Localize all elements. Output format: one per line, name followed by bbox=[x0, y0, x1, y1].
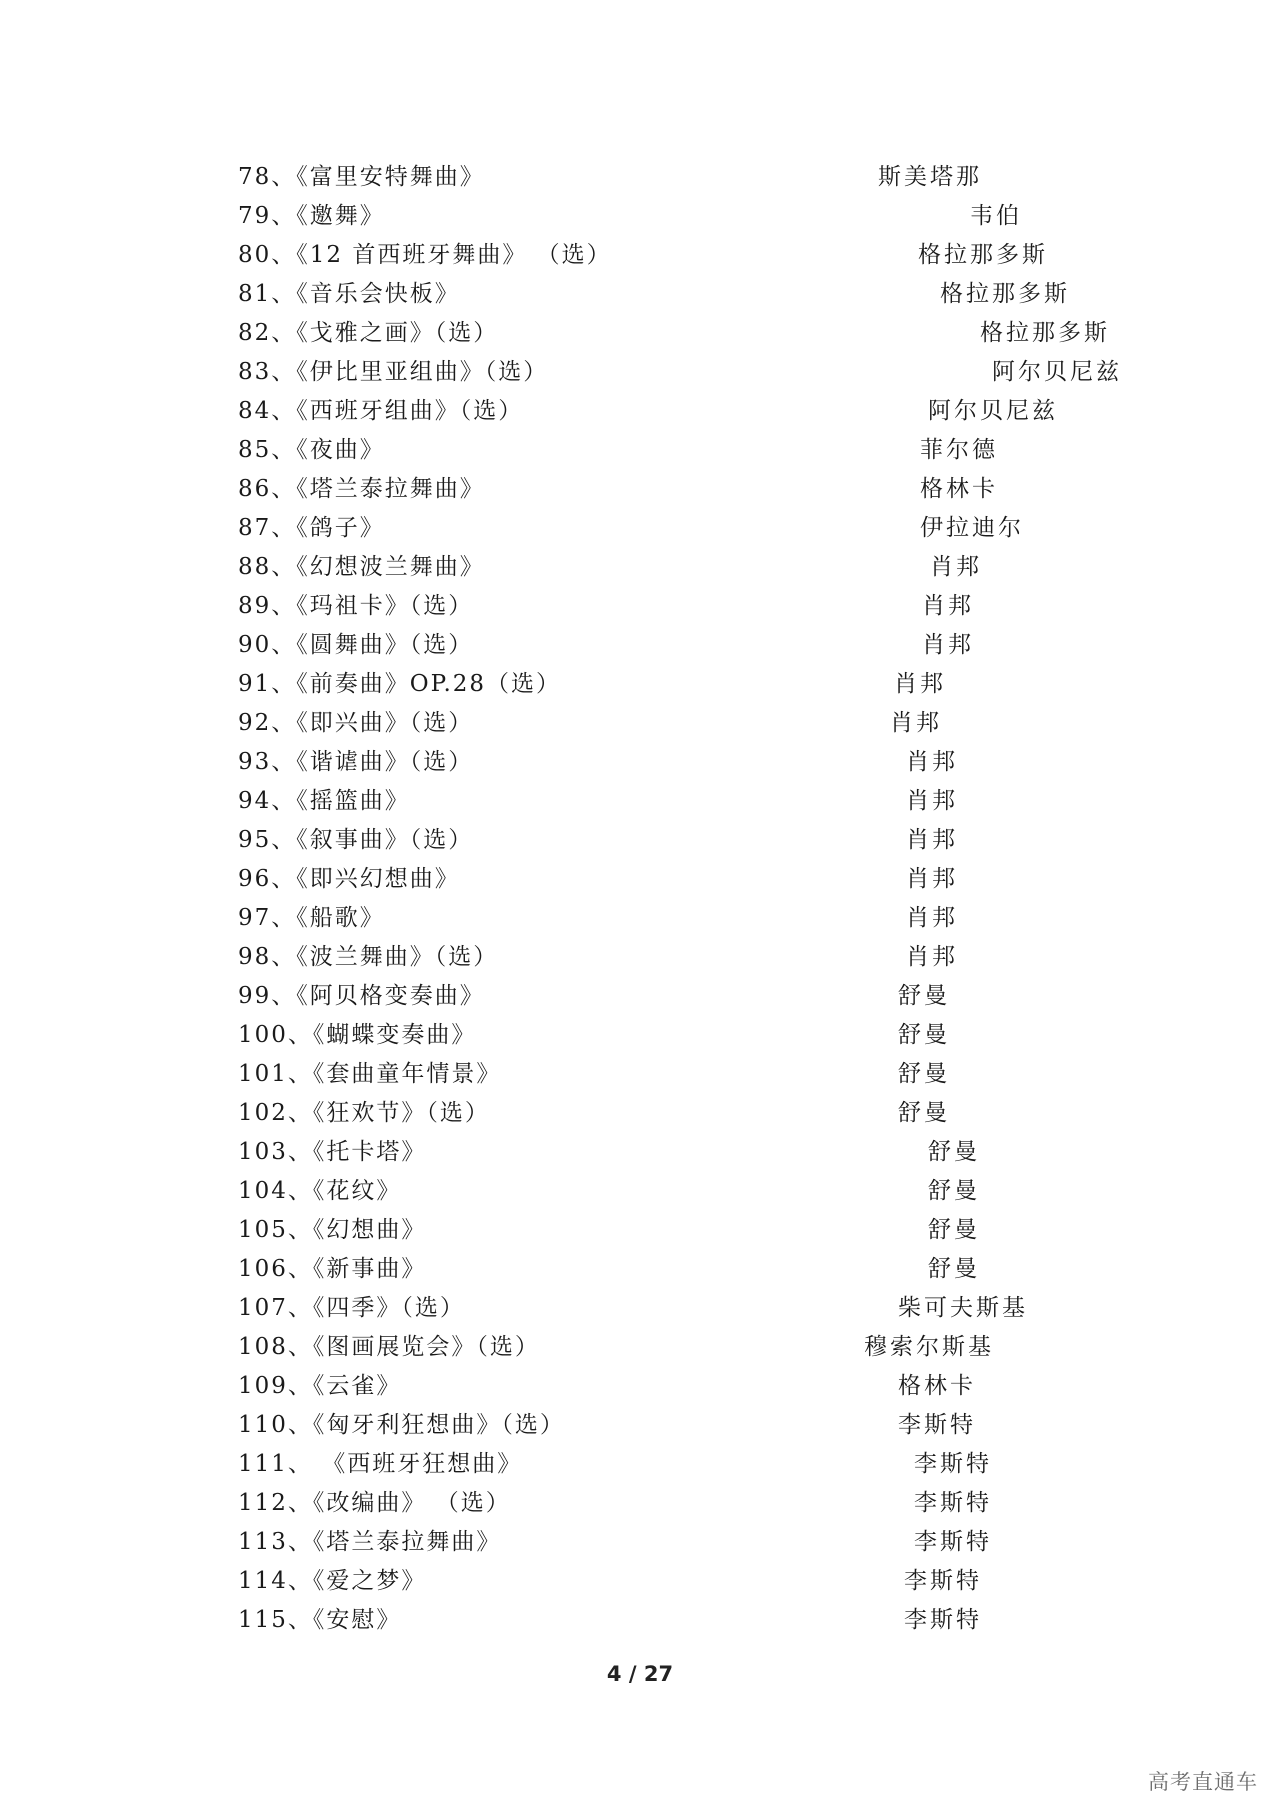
piece-title: 83、《伊比里亚组曲》（选） bbox=[238, 359, 549, 385]
list-item bbox=[0, 821, 1280, 860]
composer-name: 肖邦 bbox=[922, 632, 974, 658]
list-item bbox=[0, 977, 1280, 1016]
composer-name: 舒曼 bbox=[928, 1217, 980, 1243]
piece-title: 86、《塔兰泰拉舞曲》 bbox=[238, 476, 485, 502]
piece-title: 106、《新事曲》 bbox=[238, 1256, 427, 1282]
composer-name: 舒曼 bbox=[898, 1100, 950, 1126]
composer-name: 菲尔德 bbox=[920, 437, 998, 463]
list-item bbox=[0, 1445, 1280, 1484]
list-item bbox=[0, 1406, 1280, 1445]
composer-name: 舒曼 bbox=[898, 1022, 950, 1048]
composer-name: 舒曼 bbox=[898, 983, 950, 1009]
composer-name: 肖邦 bbox=[894, 671, 946, 697]
composer-name: 肖邦 bbox=[906, 905, 958, 931]
composer-name: 肖邦 bbox=[906, 944, 958, 970]
piece-title: 97、《船歌》 bbox=[238, 905, 385, 931]
list-item bbox=[0, 665, 1280, 704]
piece-title: 104、《花纹》 bbox=[238, 1178, 402, 1204]
composer-name: 格林卡 bbox=[898, 1373, 976, 1399]
list-item bbox=[0, 860, 1280, 899]
piece-title: 78、《富里安特舞曲》 bbox=[238, 164, 485, 190]
composer-name: 肖邦 bbox=[890, 710, 942, 736]
list-item bbox=[0, 1562, 1280, 1601]
piece-title: 96、《即兴幻想曲》 bbox=[238, 866, 460, 892]
composer-name: 韦伯 bbox=[970, 203, 1022, 229]
list-item bbox=[0, 1055, 1280, 1094]
list-item bbox=[0, 353, 1280, 392]
piece-title: 95、《叙事曲》（选） bbox=[238, 827, 474, 853]
piece-title: 107、《四季》（选） bbox=[238, 1295, 465, 1321]
piece-title: 109、《云雀》 bbox=[238, 1373, 402, 1399]
composer-name: 阿尔贝尼兹 bbox=[992, 359, 1122, 385]
list-item bbox=[0, 1367, 1280, 1406]
composer-name: 斯美塔那 bbox=[878, 164, 982, 190]
piece-title: 112、《改编曲》 （选） bbox=[238, 1490, 511, 1516]
composer-name: 肖邦 bbox=[906, 788, 958, 814]
piece-title: 81、《音乐会快板》 bbox=[238, 281, 460, 307]
list-item bbox=[0, 1523, 1280, 1562]
composer-name: 穆索尔斯基 bbox=[864, 1334, 994, 1360]
piece-title: 84、《西班牙组曲》（选） bbox=[238, 398, 524, 424]
list-item bbox=[0, 1016, 1280, 1055]
piece-title: 92、《即兴曲》（选） bbox=[238, 710, 474, 736]
piece-title: 79、《邀舞》 bbox=[238, 203, 385, 229]
list-item bbox=[0, 1328, 1280, 1367]
list-item bbox=[0, 158, 1280, 197]
composer-name: 李斯特 bbox=[904, 1607, 982, 1633]
piece-title: 85、《夜曲》 bbox=[238, 437, 385, 463]
composer-name: 阿尔贝尼兹 bbox=[928, 398, 1058, 424]
list-item bbox=[0, 1094, 1280, 1133]
list-item bbox=[0, 197, 1280, 236]
composer-name: 李斯特 bbox=[914, 1451, 992, 1477]
composer-name: 李斯特 bbox=[898, 1412, 976, 1438]
composer-name: 格林卡 bbox=[920, 476, 998, 502]
list-item bbox=[0, 1484, 1280, 1523]
piece-title: 99、《阿贝格变奏曲》 bbox=[238, 983, 485, 1009]
piece-title: 88、《幻想波兰舞曲》 bbox=[238, 554, 485, 580]
piece-title: 91、《前奏曲》OP.28（选） bbox=[238, 671, 562, 697]
list-item bbox=[0, 626, 1280, 665]
piece-title: 101、《套曲童年情景》 bbox=[238, 1061, 502, 1087]
composer-name: 肖邦 bbox=[906, 749, 958, 775]
piece-title: 111、 《西班牙狂想曲》 bbox=[238, 1451, 523, 1477]
piece-title: 87、《鸽子》 bbox=[238, 515, 385, 541]
piece-title: 110、《匈牙利狂想曲》（选） bbox=[238, 1412, 565, 1438]
composer-name: 舒曼 bbox=[898, 1061, 950, 1087]
piece-title: 103、《托卡塔》 bbox=[238, 1139, 427, 1165]
piece-title: 114、《爱之梦》 bbox=[238, 1568, 427, 1594]
repertoire-list bbox=[0, 158, 1280, 1640]
list-item bbox=[0, 587, 1280, 626]
list-item bbox=[0, 1211, 1280, 1250]
composer-name: 李斯特 bbox=[914, 1490, 992, 1516]
piece-title: 105、《幻想曲》 bbox=[238, 1217, 427, 1243]
list-item bbox=[0, 704, 1280, 743]
piece-title: 115、《安慰》 bbox=[238, 1607, 402, 1633]
piece-title: 108、《图画展览会》（选） bbox=[238, 1334, 540, 1360]
composer-name: 格拉那多斯 bbox=[940, 281, 1070, 307]
list-item bbox=[0, 1172, 1280, 1211]
list-item bbox=[0, 743, 1280, 782]
list-item bbox=[0, 1289, 1280, 1328]
piece-title: 93、《谐谑曲》（选） bbox=[238, 749, 474, 775]
piece-title: 80、《12 首西班牙舞曲》 （选） bbox=[238, 242, 612, 268]
composer-name: 柴可夫斯基 bbox=[898, 1295, 1028, 1321]
list-item bbox=[0, 938, 1280, 977]
composer-name: 舒曼 bbox=[928, 1178, 980, 1204]
list-item bbox=[0, 470, 1280, 509]
list-item bbox=[0, 1133, 1280, 1172]
list-item bbox=[0, 431, 1280, 470]
piece-title: 82、《戈雅之画》（选） bbox=[238, 320, 499, 346]
piece-title: 94、《摇篮曲》 bbox=[238, 788, 410, 814]
list-item bbox=[0, 509, 1280, 548]
composer-name: 肖邦 bbox=[922, 593, 974, 619]
list-item bbox=[0, 392, 1280, 431]
list-item bbox=[0, 899, 1280, 938]
piece-title: 102、《狂欢节》（选） bbox=[238, 1100, 490, 1126]
list-item bbox=[0, 1250, 1280, 1289]
list-item bbox=[0, 275, 1280, 314]
piece-title: 113、《塔兰泰拉舞曲》 bbox=[238, 1529, 502, 1555]
composer-name: 肖邦 bbox=[906, 866, 958, 892]
list-item bbox=[0, 782, 1280, 821]
composer-name: 格拉那多斯 bbox=[980, 320, 1110, 346]
composer-name: 伊拉迪尔 bbox=[920, 515, 1024, 541]
piece-title: 90、《圆舞曲》（选） bbox=[238, 632, 474, 658]
page-number: 4 / 27 bbox=[606, 1662, 674, 1686]
composer-name: 格拉那多斯 bbox=[918, 242, 1048, 268]
list-item bbox=[0, 548, 1280, 587]
watermark-text: 高考直通车 bbox=[1148, 1770, 1258, 1794]
piece-title: 98、《波兰舞曲》（选） bbox=[238, 944, 499, 970]
piece-title: 100、《蝴蝶变奏曲》 bbox=[238, 1022, 477, 1048]
composer-name: 舒曼 bbox=[928, 1139, 980, 1165]
composer-name: 肖邦 bbox=[906, 827, 958, 853]
composer-name: 李斯特 bbox=[914, 1529, 992, 1555]
list-item bbox=[0, 236, 1280, 275]
list-item bbox=[0, 314, 1280, 353]
composer-name: 肖邦 bbox=[930, 554, 982, 580]
piece-title: 89、《玛祖卡》（选） bbox=[238, 593, 474, 619]
list-item bbox=[0, 1601, 1280, 1640]
composer-name: 李斯特 bbox=[904, 1568, 982, 1594]
composer-name: 舒曼 bbox=[928, 1256, 980, 1282]
